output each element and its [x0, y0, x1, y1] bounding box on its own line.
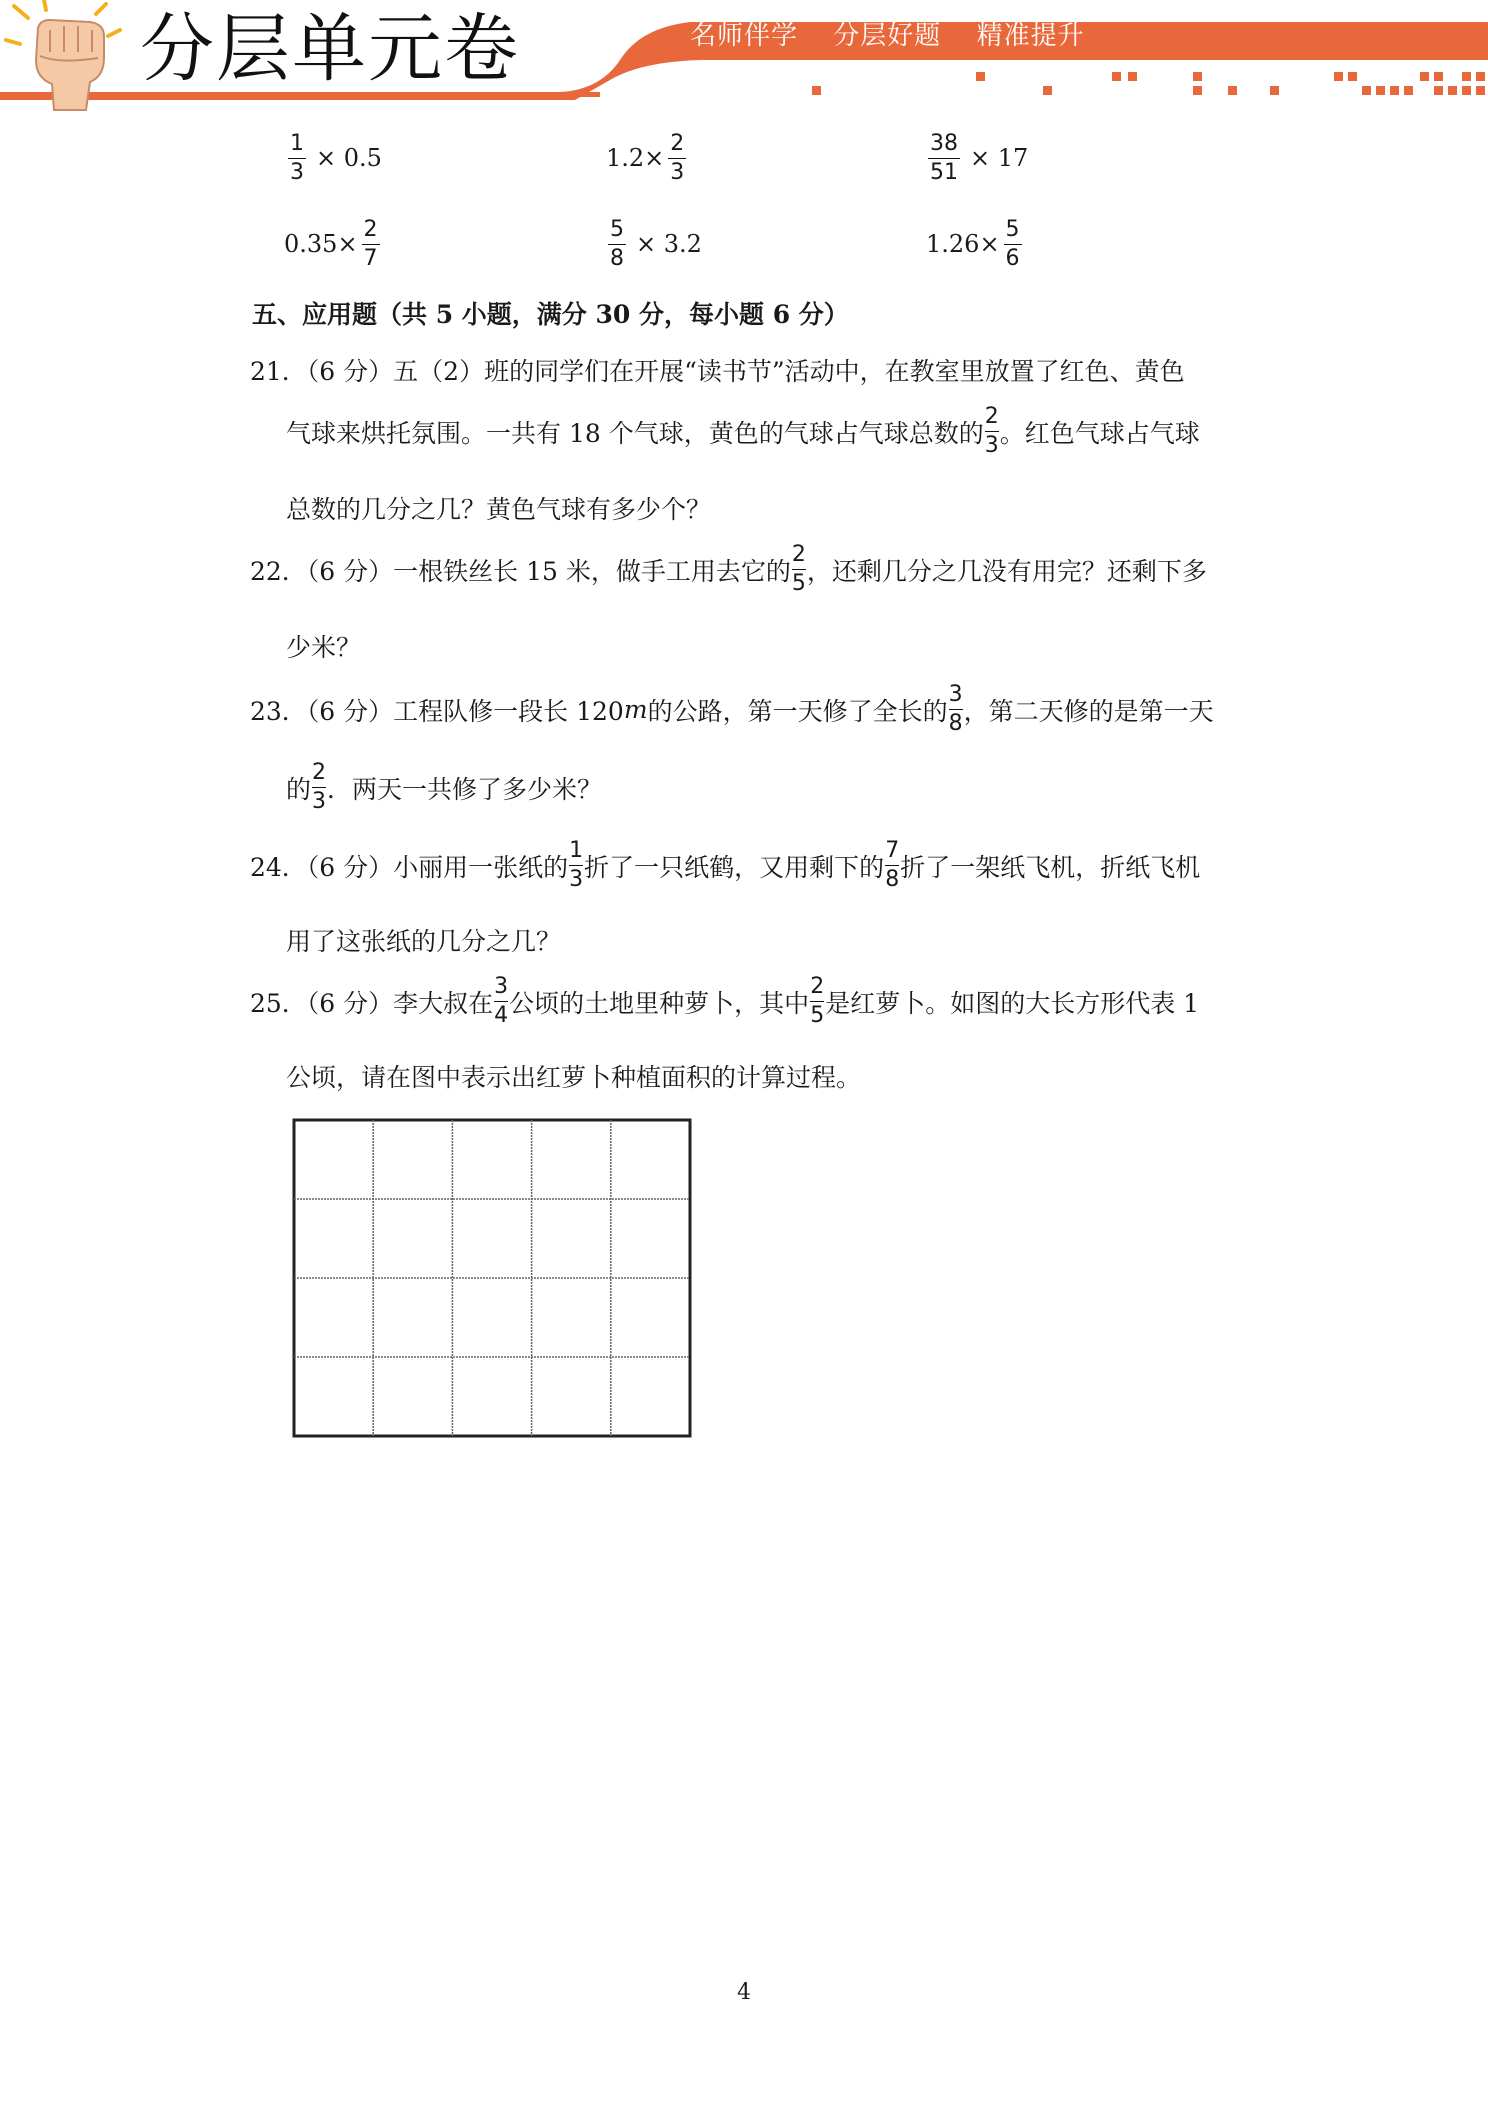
slogan-item: 分层好题	[833, 21, 942, 51]
page-number: 4	[737, 1980, 751, 2005]
fraction: $\frac{7}{8}$	[885, 838, 900, 892]
question-text: 总数的几分之几？黄色气球有多少个？	[286, 495, 712, 524]
grid-figure	[292, 1118, 692, 1438]
calc-item: $\frac{38}{51}$ × 17	[930, 130, 1029, 185]
question-text: 21．（6 分）五（2）班的同学们在开展“读书节”活动中，在教室里放置了红色、黄色	[250, 357, 1185, 386]
question-text: 22．（6 分）一根铁丝长 15 米，做手工用去它的 $\frac{2}{5}$ ，还剩几分之几没有用完？还剩下多	[250, 542, 1207, 596]
fraction: $\frac{3}{4}$	[494, 974, 509, 1028]
fraction: $\frac{2}{7}$	[363, 216, 378, 271]
fraction: $\frac{2}{3}$	[312, 760, 327, 814]
brand-title: 分层单元卷	[140, 6, 520, 92]
question-text: 公顷，请在图中表示出红萝卜种植面积的计算过程。	[286, 1063, 862, 1092]
section-title: 五、应用题（共 5 小题，满分 30 分，每小题 6 分）	[252, 300, 849, 329]
page-header	[0, 0, 1488, 125]
calc-item: 1.26× $\frac{5}{6}$	[926, 216, 1020, 271]
question-text: 25．（6 分）李大叔在 $\frac{3}{4}$ 公顷的土地里种萝卜，其中 $\frac{2}{5}$ 是红萝卜。如图的大长方形代表 1	[250, 974, 1200, 1028]
calc-item: $\frac{1}{3}$ × 0.5	[290, 130, 382, 185]
question-text: 少米？	[286, 633, 362, 662]
fraction: $\frac{1}{3}$	[290, 130, 304, 185]
fraction: $\frac{38}{51}$	[930, 130, 958, 185]
question-text: 气球来烘托氛围。一共有 18 个气球，黄色的气球占气球总数的 $\frac{2}{3}$ 。红色气球占气球	[286, 404, 1200, 458]
question-text: 的 $\frac{2}{3}$ ．两天一共修了多少米？	[286, 760, 603, 814]
decorative-dots	[812, 72, 1485, 95]
fraction: $\frac{2}{3}$	[984, 404, 999, 458]
slogan-item: 名师伴学	[690, 21, 799, 51]
fraction: $\frac{2}{5}$	[791, 542, 806, 596]
hectare-grid	[292, 1118, 692, 1438]
calc-item: 1.2× $\frac{2}{3}$	[606, 130, 685, 185]
fraction: $\frac{1}{3}$	[569, 838, 584, 892]
fraction: $\frac{3}{8}$	[948, 682, 963, 736]
question-text: 24．（6 分）小丽用一张纸的 $\frac{1}{3}$ 折了一只纸鹤，又用剩下的 $\frac{7}{8}$ 折了一架纸飞机，折纸飞机	[250, 838, 1201, 892]
question-text: 用了这张纸的几分之几？	[286, 927, 562, 956]
slogan-item: 精准提升	[976, 21, 1085, 51]
fraction: $\frac{5}{8}$	[610, 216, 624, 271]
header-slogan	[690, 18, 1111, 54]
calc-item: $\frac{5}{8}$ × 3.2	[610, 216, 702, 271]
calc-item: 0.35× $\frac{2}{7}$	[284, 216, 378, 271]
question-text: 23．（6 分）工程队修一段长 120 m 的公路，第一天修了全长的 $\frac{3}{8}$ ，第二天修的是第一天	[250, 682, 1214, 736]
fraction: $\frac{5}{6}$	[1005, 216, 1020, 271]
fraction: $\frac{2}{5}$	[810, 974, 825, 1028]
fraction: $\frac{2}{3}$	[670, 130, 685, 185]
